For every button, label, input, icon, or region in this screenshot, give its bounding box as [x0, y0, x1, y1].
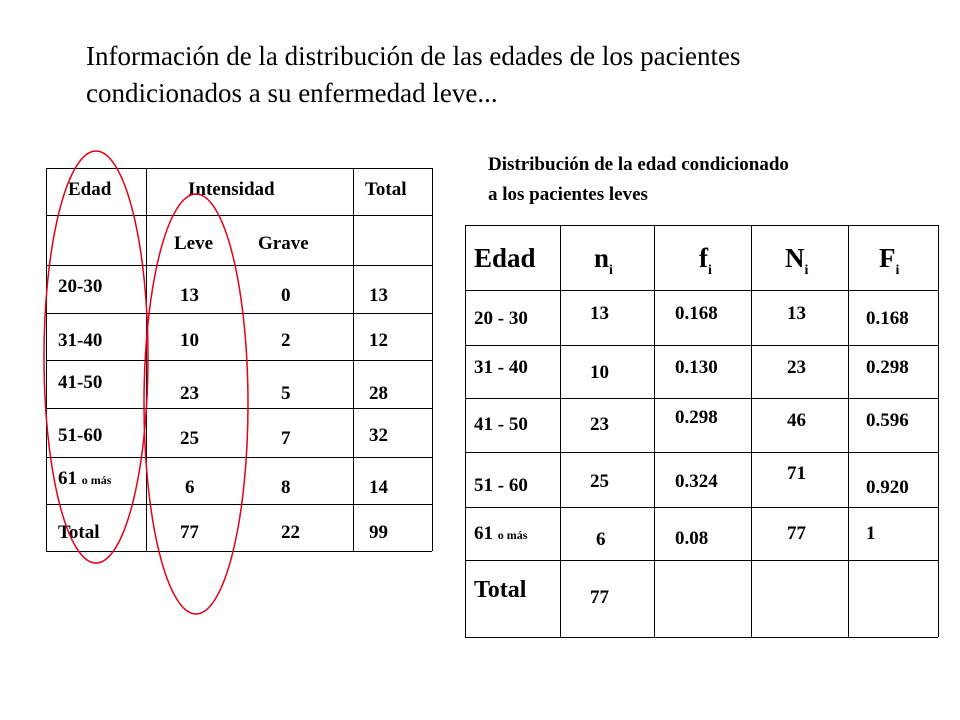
table2-subtitle — [488, 150, 789, 210]
table1-cell-leve: 10 — [180, 330, 199, 351]
table2-cell-n: 10 — [590, 362, 609, 383]
table1-header-grave: Grave — [258, 233, 309, 254]
edad-column-oval — [44, 151, 148, 563]
table2-cell-N: 46 — [787, 410, 806, 431]
table2-header-n-symbol: n — [594, 243, 610, 273]
table1-cell-leve: 13 — [180, 285, 199, 306]
table2-header-F — [879, 243, 900, 278]
table2-cell-F: 0.920 — [866, 477, 909, 498]
table1-cell-total: 99 — [369, 522, 388, 543]
table1-cell-leve: 25 — [180, 428, 199, 449]
table2-header-N-symbol: N — [785, 243, 805, 273]
table2-cell-n: 13 — [590, 303, 609, 324]
table2-cell-edad — [474, 523, 527, 545]
table2-header-N-subscript: i — [804, 263, 809, 278]
table1-cell-grave: 5 — [281, 383, 291, 404]
table1-cell-grave: 7 — [281, 428, 291, 449]
table2-cell-F: 0.298 — [866, 357, 909, 378]
table2-border-right — [938, 225, 939, 637]
table2-cell-f: 0.168 — [675, 303, 718, 324]
table2-border-top — [465, 225, 938, 226]
table2-cell-edad: 41 - 50 — [474, 414, 528, 435]
table1-cell-grave: 2 — [281, 330, 291, 351]
table2-cell-N: 13 — [787, 303, 806, 324]
table2-cell-f: 0.298 — [675, 407, 718, 428]
table2-cell-edad-value: 61 — [474, 523, 493, 544]
table1-header-edad: Edad — [68, 179, 112, 200]
table2-col-rule — [560, 225, 561, 637]
table2-header-n-subscript: i — [609, 263, 613, 278]
table2-col-rule — [654, 225, 655, 637]
table2-cell-f: 0.324 — [675, 471, 718, 492]
table2-cell-edad: 20 - 30 — [474, 308, 528, 329]
table2-cell-F: 0.168 — [866, 308, 909, 329]
table2-cell-n: 77 — [590, 587, 609, 608]
table1-cell-total: 12 — [369, 330, 388, 351]
table2-cell-F: 0.596 — [866, 410, 909, 431]
table2-header-f — [699, 243, 712, 278]
title-line-2: condicionados a su enfermedad leve... — [86, 78, 498, 108]
table2-cell-N: 77 — [787, 523, 806, 544]
table1-cell-edad: 20-30 — [58, 276, 103, 297]
table2-col-rule — [751, 225, 752, 637]
table1-cell-edad-value: 61 — [58, 468, 77, 489]
table2-header-f-symbol: f — [699, 243, 708, 273]
table2-rule — [465, 560, 938, 561]
leve-column-oval — [144, 194, 248, 614]
table2-rule — [465, 507, 938, 508]
table1-cell-total: 14 — [369, 477, 388, 498]
table2-border-left — [465, 225, 466, 637]
table2-subtitle-line-2: a los pacientes leves — [488, 184, 648, 205]
table2-cell-N: 71 — [787, 463, 806, 484]
title-line-1: Información de la distribución de las edades de los pacientes — [86, 41, 741, 71]
table1-header-intensidad: Intensidad — [188, 179, 275, 200]
table2-cell-F: 1 — [866, 523, 876, 544]
table2-rule — [465, 290, 938, 291]
table2-cell-edad: 31 - 40 — [474, 357, 528, 378]
table1-cell-edad: Total — [58, 522, 100, 543]
table1-header-leve: Leve — [174, 233, 214, 254]
table2-header-F-symbol: F — [879, 243, 896, 273]
table1-cell-total: 28 — [369, 383, 388, 404]
table2-cell-f: 0.08 — [675, 528, 709, 549]
table2-rule — [465, 345, 938, 346]
table2-cell-N: 23 — [787, 357, 806, 378]
table1-cell-edad-suffix: o más — [81, 473, 112, 487]
table1-cell-edad: 31-40 — [58, 330, 103, 351]
table1-cell-edad: 41-50 — [58, 372, 103, 393]
table2-rule — [465, 398, 938, 399]
table1-cell-leve: 77 — [180, 522, 199, 543]
table2-cell-n: 6 — [596, 529, 606, 550]
table2-col-rule — [848, 225, 849, 637]
table1-cell-grave: 22 — [281, 522, 300, 543]
table1-cell-leve: 23 — [180, 383, 199, 404]
table1-cell-leve: 6 — [185, 477, 195, 498]
table1-cell-total: 32 — [369, 425, 388, 446]
table2-cell-edad: Total — [474, 577, 527, 603]
table2-header-f-subscript: i — [708, 263, 712, 278]
table2-header-N — [785, 243, 809, 278]
table2-rule — [465, 452, 938, 453]
table1-cell-grave: 8 — [281, 477, 291, 498]
table1-cell-edad: 51-60 — [58, 425, 103, 446]
table2-subtitle-line-1: Distribución de la edad condicionado — [488, 154, 789, 175]
table2-cell-n: 25 — [590, 471, 609, 492]
table2-cell-n: 23 — [590, 414, 609, 435]
table1-cell-total: 13 — [369, 285, 388, 306]
table1-cell-grave: 0 — [281, 285, 291, 306]
table2-cell-f: 0.130 — [675, 357, 718, 378]
table2-header-n — [594, 243, 613, 278]
table2-border-bottom — [465, 637, 938, 638]
table2-cell-edad-suffix: o más — [497, 528, 528, 542]
table2-header-F-subscript: i — [895, 263, 900, 278]
table2-cell-edad: 51 - 60 — [474, 475, 528, 496]
table2-header-edad: Edad — [474, 243, 536, 273]
table1-header-total: Total — [365, 179, 407, 200]
